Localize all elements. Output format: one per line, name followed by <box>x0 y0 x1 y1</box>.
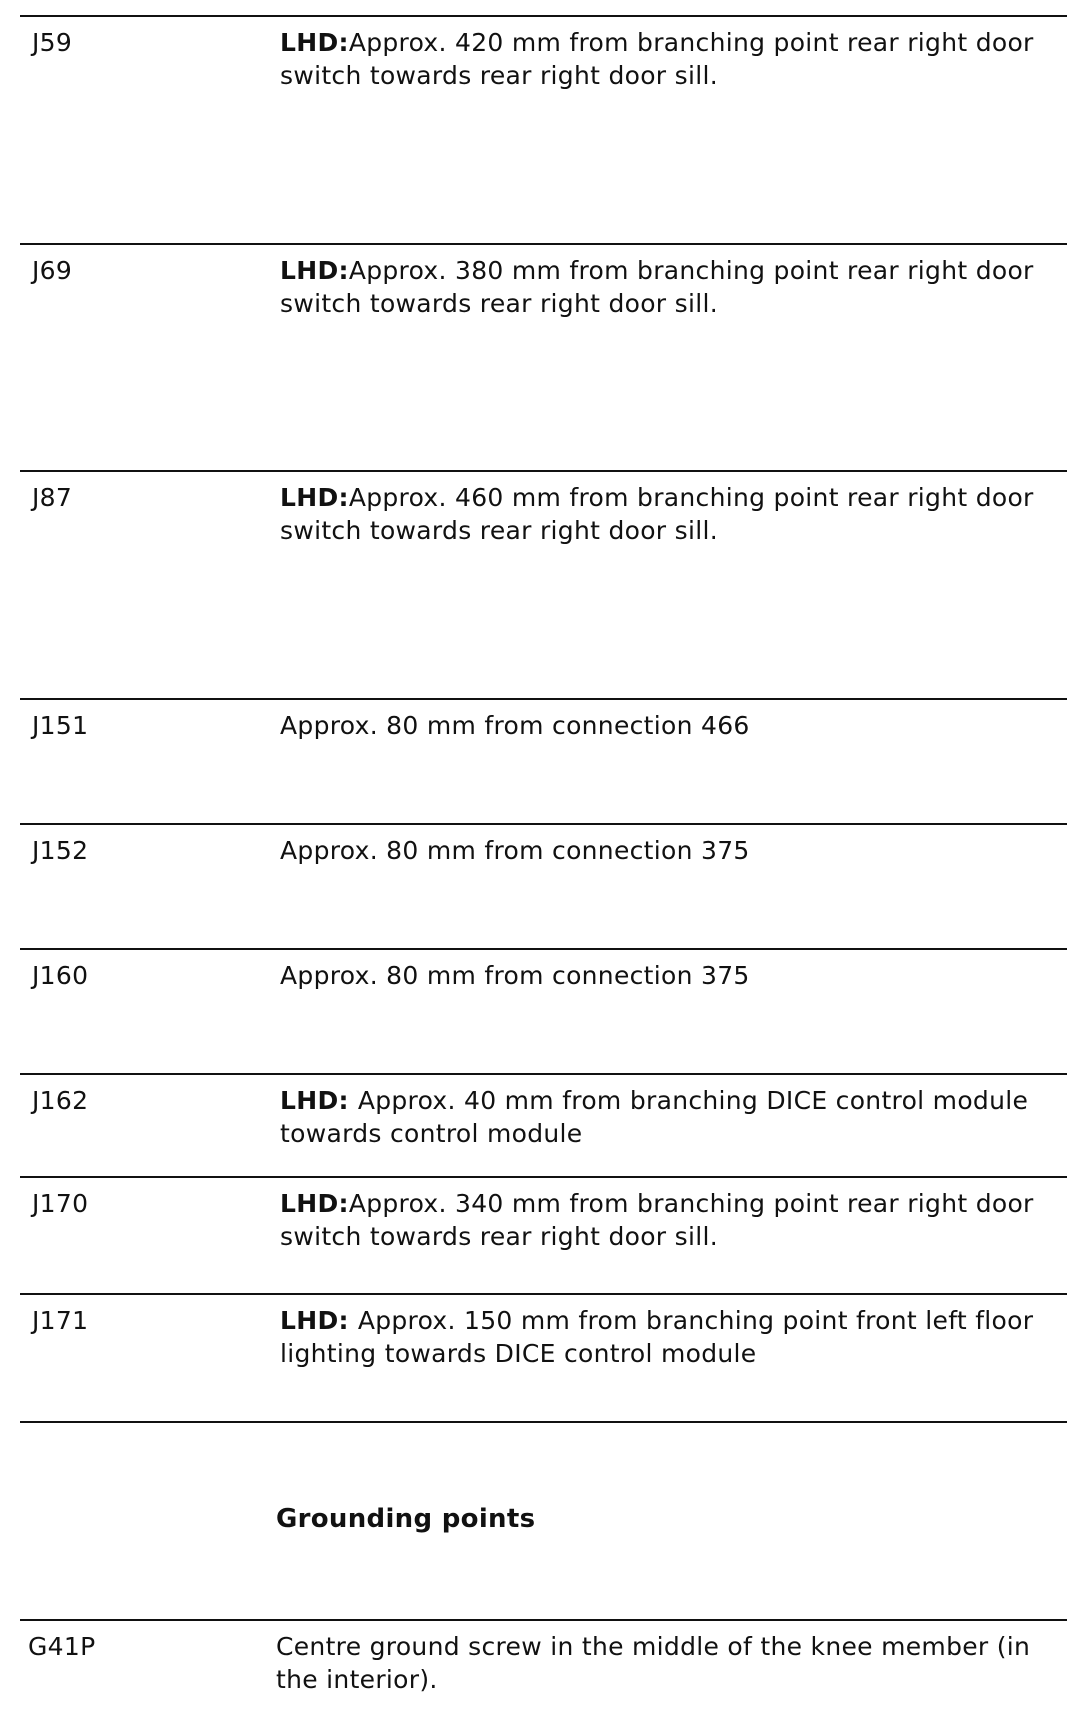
row-divider <box>20 1619 1067 1621</box>
junction-description <box>280 959 1070 992</box>
region-prefix: LHD: <box>280 28 349 57</box>
junction-code: J69 <box>32 256 73 285</box>
junction-description <box>280 254 1070 320</box>
row-divider <box>20 823 1067 825</box>
row-divider <box>20 15 1067 17</box>
row-divider <box>20 948 1067 950</box>
junction-code: J151 <box>32 711 89 740</box>
junction-description <box>280 481 1070 547</box>
grounding-points-heading: Grounding points <box>276 1504 536 1534</box>
grounding-description: Centre ground screw in the middle of the knee member (in the interior). <box>276 1632 1031 1694</box>
description-text: Approx. 420 mm from branching point rear right door switch towards rear right door sill. <box>280 28 1034 90</box>
region-prefix: LHD: <box>280 1306 358 1335</box>
junction-code: J152 <box>32 836 89 865</box>
description-text: Approx. 460 mm from branching point rear right door switch towards rear right door sill. <box>280 483 1034 545</box>
row-divider <box>20 1421 1067 1423</box>
description-text: Approx. 340 mm from branching point rear right door switch towards rear right door sill. <box>280 1189 1034 1251</box>
row-divider <box>20 1293 1067 1295</box>
grounding-code: G41P <box>28 1632 96 1661</box>
junction-code: J87 <box>32 483 73 512</box>
junction-code: J170 <box>32 1189 89 1218</box>
description-text: Approx. 80 mm from connection 375 <box>280 836 750 865</box>
region-prefix: LHD: <box>280 1189 349 1218</box>
junction-description <box>280 834 1070 867</box>
description-text: Approx. 380 mm from branching point rear right door switch towards rear right door sill. <box>280 256 1034 318</box>
junction-code: J160 <box>32 961 89 990</box>
description-text: Approx. 40 mm from branching DICE control module towards control module <box>280 1086 1029 1148</box>
junction-description <box>280 1304 1070 1370</box>
row-divider <box>20 698 1067 700</box>
junction-description <box>280 1084 1070 1150</box>
description-text: Approx. 80 mm from connection 375 <box>280 961 750 990</box>
junction-code: J171 <box>32 1306 89 1335</box>
row-divider <box>20 1073 1067 1075</box>
junction-code: J59 <box>32 28 73 57</box>
junction-description <box>280 26 1070 92</box>
description-text: Approx. 80 mm from connection 466 <box>280 711 750 740</box>
row-divider <box>20 1176 1067 1178</box>
junction-code: J162 <box>32 1086 89 1115</box>
region-prefix: LHD: <box>280 483 349 512</box>
junction-description <box>280 709 1070 742</box>
row-divider <box>20 243 1067 245</box>
junction-description <box>280 1187 1070 1253</box>
row-divider <box>20 470 1067 472</box>
description-text: Approx. 150 mm from branching point front left floor lighting towards DICE control module <box>280 1306 1034 1368</box>
region-prefix: LHD: <box>280 1086 358 1115</box>
region-prefix: LHD: <box>280 256 349 285</box>
